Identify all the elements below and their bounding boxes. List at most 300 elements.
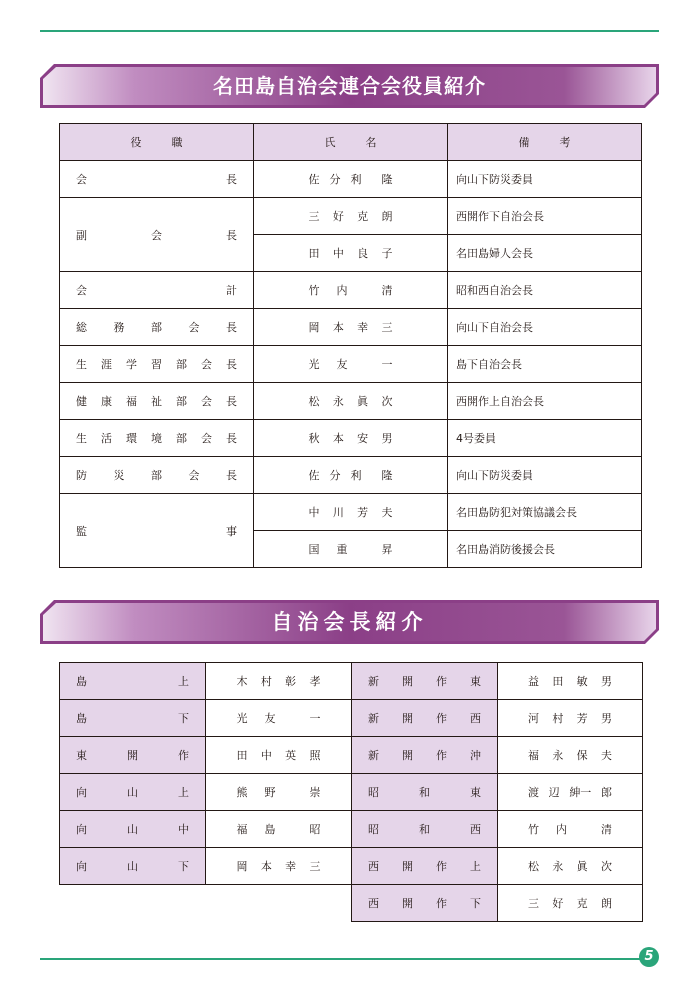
chiefs-banner xyxy=(40,600,659,644)
table-row xyxy=(60,457,642,494)
glyph: 部 xyxy=(176,395,187,408)
chief-name-cell xyxy=(206,811,352,848)
glyph: 眞 xyxy=(576,860,588,873)
glyph: 長 xyxy=(226,432,237,445)
area-cell xyxy=(352,700,498,737)
justified-text xyxy=(368,710,481,726)
glyph: 長 xyxy=(226,228,237,242)
area-cell xyxy=(352,885,498,922)
glyph: 総 xyxy=(76,321,87,334)
glyph: 木 xyxy=(236,675,248,688)
glyph: 福 xyxy=(236,823,248,836)
glyph: 学 xyxy=(126,358,137,371)
glyph: 福 xyxy=(126,395,137,408)
glyph: 友 xyxy=(264,712,276,725)
table-row xyxy=(60,663,643,700)
glyph: 昭 xyxy=(368,823,379,836)
empty-cell xyxy=(60,885,352,922)
name-cell xyxy=(254,235,448,272)
glyph: 眞 xyxy=(357,395,369,408)
glyph: 沖 xyxy=(470,749,481,762)
glyph: 島 xyxy=(76,712,87,725)
table-row xyxy=(60,848,643,885)
area-cell xyxy=(60,774,206,811)
glyph: 開 xyxy=(402,860,413,873)
glyph: 長 xyxy=(226,469,237,482)
justified-text xyxy=(76,747,189,763)
name-text xyxy=(309,430,393,446)
chief-name-cell xyxy=(498,885,643,922)
justified-text xyxy=(76,171,237,187)
area-cell xyxy=(352,848,498,885)
glyph: 監 xyxy=(76,524,87,538)
glyph: 開 xyxy=(402,897,413,910)
name-text xyxy=(309,208,393,224)
chiefs-table xyxy=(59,662,643,922)
justified-text xyxy=(76,227,237,243)
glyph: 環 xyxy=(126,432,137,445)
glyph: 永 xyxy=(552,860,564,873)
name-cell xyxy=(254,161,448,198)
glyph: 夫 xyxy=(600,749,612,762)
glyph: 長 xyxy=(226,395,237,408)
glyph: 長 xyxy=(226,321,237,334)
glyph: 西 xyxy=(470,823,481,836)
glyph: 会 xyxy=(151,228,162,242)
glyph: 安 xyxy=(357,432,369,445)
name-text xyxy=(528,710,612,726)
glyph: 友 xyxy=(336,358,348,371)
glyph: 佐 xyxy=(308,469,320,482)
glyph: 福 xyxy=(528,749,539,762)
glyph: 会 xyxy=(201,395,212,408)
name-text xyxy=(309,356,393,372)
name-cell xyxy=(254,383,448,420)
glyph: 熊 xyxy=(236,786,248,799)
justified-text xyxy=(368,784,481,800)
glyph: 男 xyxy=(381,432,393,445)
glyph: 男 xyxy=(600,675,612,688)
name-text xyxy=(309,282,393,298)
glyph: 下 xyxy=(178,860,189,873)
officers-banner xyxy=(40,64,659,108)
bottom-rule xyxy=(40,958,640,960)
glyph: 克 xyxy=(576,897,588,910)
glyph: 開 xyxy=(402,675,413,688)
glyph: 作 xyxy=(178,749,189,762)
name-cell xyxy=(254,494,448,531)
table-row xyxy=(60,494,642,531)
glyph: 分 xyxy=(329,469,341,482)
justified-text xyxy=(76,710,189,726)
glyph: 隆 xyxy=(381,469,393,482)
header-row xyxy=(60,124,642,161)
glyph: 作 xyxy=(436,749,447,762)
glyph: 岡 xyxy=(236,860,248,873)
justified-text xyxy=(76,393,237,409)
glyph: 部 xyxy=(176,432,187,445)
note-cell: 名田島消防後援会長 xyxy=(448,531,642,568)
name-text xyxy=(237,710,321,726)
area-cell xyxy=(60,663,206,700)
glyph: 幸 xyxy=(357,321,369,334)
glyph: 部 xyxy=(151,321,162,334)
name-text xyxy=(309,171,393,187)
glyph: 英 xyxy=(285,749,297,762)
note-cell: 名田島婦人会長 xyxy=(448,235,642,272)
role-cell xyxy=(60,420,254,457)
glyph: 田 xyxy=(308,247,320,260)
area-cell xyxy=(352,774,498,811)
name-cell xyxy=(254,272,448,309)
justified-text xyxy=(76,319,237,335)
glyph: 涯 xyxy=(101,358,112,371)
chiefs-title: 自治会長紹介 xyxy=(271,609,428,634)
glyph: 佐 xyxy=(308,173,320,186)
glyph: 新 xyxy=(368,749,379,762)
glyph: 竹 xyxy=(528,823,539,836)
glyph: 三 xyxy=(309,860,321,873)
glyph: 村 xyxy=(260,675,272,688)
table-row xyxy=(60,346,642,383)
chief-name-cell xyxy=(498,663,643,700)
glyph: 渡 xyxy=(528,786,539,799)
glyph: 東 xyxy=(470,786,481,799)
glyph: 中 xyxy=(178,823,189,836)
glyph: 本 xyxy=(332,432,344,445)
glyph: 開 xyxy=(402,712,413,725)
table-row xyxy=(60,420,642,457)
table-row xyxy=(60,700,643,737)
glyph: 岡 xyxy=(308,321,320,334)
name-text xyxy=(528,747,612,763)
glyph: 中 xyxy=(260,749,272,762)
glyph: 本 xyxy=(260,860,272,873)
glyph: 長 xyxy=(226,358,237,371)
glyph: 昭 xyxy=(309,823,321,836)
glyph: 副 xyxy=(76,228,87,242)
role-cell xyxy=(60,346,254,383)
area-cell xyxy=(352,811,498,848)
justified-text xyxy=(368,858,481,874)
note-cell: 向山下防災委員 xyxy=(448,161,642,198)
chief-name-cell xyxy=(206,700,352,737)
glyph: 上 xyxy=(470,860,481,873)
officers-title: 名田島自治会連合会役員紹介 xyxy=(213,74,486,98)
glyph: 祉 xyxy=(151,395,162,408)
glyph: 下 xyxy=(470,897,481,910)
glyph: 克 xyxy=(357,210,369,223)
glyph: 好 xyxy=(332,210,344,223)
glyph: 山 xyxy=(127,786,138,799)
justified-text xyxy=(76,282,237,298)
glyph: 習 xyxy=(151,358,162,371)
role-cell xyxy=(60,161,254,198)
name-text xyxy=(309,504,393,520)
column-header: 役職 xyxy=(60,124,254,161)
glyph: 境 xyxy=(151,432,162,445)
glyph: 開 xyxy=(402,749,413,762)
name-text xyxy=(309,467,393,483)
name-text xyxy=(309,541,393,557)
justified-text xyxy=(368,673,481,689)
glyph: 芳 xyxy=(357,506,369,519)
name-text xyxy=(237,673,321,689)
glyph: 向 xyxy=(76,786,87,799)
name-cell xyxy=(254,309,448,346)
glyph: 幸 xyxy=(285,860,297,873)
glyph: 国 xyxy=(308,543,320,556)
glyph: 郎 xyxy=(600,786,612,799)
glyph: 子 xyxy=(381,247,393,260)
name-text xyxy=(528,858,612,874)
area-cell xyxy=(60,700,206,737)
glyph: 三 xyxy=(528,897,539,910)
name-text xyxy=(528,784,612,800)
name-text xyxy=(528,821,612,837)
glyph: 光 xyxy=(236,712,248,725)
glyph: 島 xyxy=(264,823,276,836)
glyph: 向 xyxy=(76,823,87,836)
glyph: 務 xyxy=(113,321,125,334)
chief-name-cell xyxy=(206,737,352,774)
area-cell xyxy=(352,737,498,774)
glyph: 下 xyxy=(178,712,189,725)
area-cell xyxy=(60,811,206,848)
justified-text xyxy=(76,523,237,539)
area-cell xyxy=(60,848,206,885)
glyph: 永 xyxy=(332,395,344,408)
table-row xyxy=(60,774,643,811)
column-header: 氏名 xyxy=(254,124,448,161)
glyph: 三 xyxy=(308,210,320,223)
justified-text xyxy=(368,821,481,837)
glyph: 内 xyxy=(556,823,567,836)
note-cell: 4号委員 xyxy=(448,420,642,457)
glyph: 活 xyxy=(101,432,112,445)
glyph: 部 xyxy=(176,358,187,371)
glyph: 作 xyxy=(436,897,447,910)
note-cell: 島下自治会長 xyxy=(448,346,642,383)
glyph: 中 xyxy=(332,247,344,260)
glyph: 崇 xyxy=(309,786,321,799)
glyph: 防 xyxy=(76,469,87,482)
role-cell xyxy=(60,309,254,346)
chief-name-cell xyxy=(206,774,352,811)
glyph: 西 xyxy=(470,712,481,725)
justified-text xyxy=(76,784,189,800)
glyph: 部 xyxy=(151,469,162,482)
glyph: 東 xyxy=(470,675,481,688)
glyph: 内 xyxy=(336,284,348,297)
table-row xyxy=(60,383,642,420)
glyph: 生 xyxy=(76,432,87,445)
glyph: 会 xyxy=(188,469,200,482)
glyph: 男 xyxy=(600,712,612,725)
glyph: 会 xyxy=(76,284,87,297)
table-row xyxy=(60,198,642,235)
glyph: 作 xyxy=(436,675,447,688)
glyph: 事 xyxy=(226,524,237,538)
note-cell: 名田島防犯対策協議会長 xyxy=(448,494,642,531)
chief-name-cell xyxy=(498,811,643,848)
glyph: 会 xyxy=(188,321,200,334)
name-text xyxy=(237,858,321,874)
glyph: 次 xyxy=(381,395,393,408)
note-cell: 向山下防災委員 xyxy=(448,457,642,494)
glyph: 開 xyxy=(127,749,138,762)
justified-text xyxy=(368,895,481,911)
note-cell: 向山下自治会長 xyxy=(448,309,642,346)
glyph: 重 xyxy=(336,543,348,556)
glyph: 利 xyxy=(350,173,362,186)
chief-name-cell xyxy=(498,848,643,885)
glyph: 好 xyxy=(552,897,564,910)
table-row xyxy=(60,811,643,848)
glyph: 秋 xyxy=(308,432,320,445)
justified-text xyxy=(76,430,237,446)
glyph: 和 xyxy=(419,823,430,836)
glyph: 和 xyxy=(419,786,430,799)
glyph: 村 xyxy=(552,712,564,725)
name-cell xyxy=(254,420,448,457)
justified-text xyxy=(76,356,237,372)
glyph: 照 xyxy=(309,749,321,762)
glyph: 松 xyxy=(528,860,539,873)
glyph: 一 xyxy=(309,712,321,725)
page-number: 5 xyxy=(639,947,659,967)
glyph: 次 xyxy=(600,860,612,873)
glyph: 上 xyxy=(178,675,189,688)
glyph: 光 xyxy=(308,358,320,371)
glyph: 清 xyxy=(381,284,393,297)
glyph: 辺 xyxy=(548,786,560,799)
justified-text xyxy=(76,821,189,837)
table-row xyxy=(60,885,643,922)
table-row xyxy=(60,161,642,198)
glyph: 会 xyxy=(76,173,87,186)
glyph: 生 xyxy=(76,358,87,371)
glyph: 上 xyxy=(178,786,189,799)
name-cell xyxy=(254,198,448,235)
glyph: 山 xyxy=(127,860,138,873)
glyph: 中 xyxy=(308,506,320,519)
chief-name-cell xyxy=(206,663,352,700)
chief-name-cell xyxy=(498,774,643,811)
role-cell xyxy=(60,383,254,420)
glyph: 隆 xyxy=(381,173,393,186)
glyph: 新 xyxy=(368,712,379,725)
glyph: 朗 xyxy=(381,210,393,223)
name-text xyxy=(237,784,321,800)
glyph: 野 xyxy=(264,786,276,799)
glyph: 保 xyxy=(576,749,588,762)
glyph: 一 xyxy=(381,358,393,371)
glyph: 良 xyxy=(357,247,369,260)
glyph: 田 xyxy=(236,749,248,762)
glyph: 芳 xyxy=(576,712,588,725)
glyph: 三 xyxy=(381,321,393,334)
glyph: 夫 xyxy=(381,506,393,519)
role-cell xyxy=(60,494,254,568)
glyph: 益 xyxy=(528,675,539,688)
glyph: 朗 xyxy=(600,897,612,910)
glyph: 清 xyxy=(601,823,612,836)
name-text xyxy=(309,319,393,335)
glyph: 敏 xyxy=(576,675,588,688)
glyph: 昇 xyxy=(381,543,393,556)
area-cell xyxy=(352,663,498,700)
glyph: 東 xyxy=(76,749,87,762)
role-cell xyxy=(60,198,254,272)
glyph: 会 xyxy=(201,432,212,445)
role-cell xyxy=(60,457,254,494)
glyph: 彰 xyxy=(285,675,297,688)
glyph: 作 xyxy=(436,712,447,725)
chief-name-cell xyxy=(206,848,352,885)
glyph: 本 xyxy=(332,321,344,334)
glyph: 利 xyxy=(350,469,362,482)
note-cell: 昭和西自治会長 xyxy=(448,272,642,309)
glyph: 川 xyxy=(332,506,344,519)
glyph: 計 xyxy=(226,284,237,297)
glyph: 紳一 xyxy=(569,786,592,799)
name-cell xyxy=(254,531,448,568)
table-row xyxy=(60,737,643,774)
glyph: 長 xyxy=(226,173,237,186)
name-text xyxy=(309,393,393,409)
glyph: 康 xyxy=(101,395,112,408)
table-row xyxy=(60,272,642,309)
column-header: 備考 xyxy=(448,124,642,161)
glyph: 松 xyxy=(308,395,320,408)
top-rule xyxy=(40,30,659,32)
glyph: 山 xyxy=(127,823,138,836)
justified-text xyxy=(76,467,237,483)
glyph: 西 xyxy=(368,897,379,910)
name-text xyxy=(528,895,612,911)
name-text xyxy=(237,747,321,763)
glyph: 作 xyxy=(436,860,447,873)
note-cell: 西開作下自治会長 xyxy=(448,198,642,235)
justified-text xyxy=(76,858,189,874)
area-cell xyxy=(60,737,206,774)
name-text xyxy=(309,245,393,261)
glyph: 昭 xyxy=(368,786,379,799)
name-cell xyxy=(254,457,448,494)
name-text xyxy=(528,673,612,689)
glyph: 健 xyxy=(76,395,87,408)
glyph: 分 xyxy=(329,173,341,186)
role-cell xyxy=(60,272,254,309)
glyph: 新 xyxy=(368,675,379,688)
glyph: 災 xyxy=(113,469,125,482)
officers-table xyxy=(59,123,642,568)
justified-text xyxy=(76,673,189,689)
chief-name-cell xyxy=(498,700,643,737)
chief-name-cell xyxy=(498,737,643,774)
glyph: 会 xyxy=(201,358,212,371)
name-cell xyxy=(254,346,448,383)
glyph: 竹 xyxy=(308,284,320,297)
glyph: 河 xyxy=(528,712,539,725)
table-row xyxy=(60,309,642,346)
justified-text xyxy=(368,747,481,763)
glyph: 孝 xyxy=(309,675,321,688)
glyph: 島 xyxy=(76,675,87,688)
note-cell: 西開作上自治会長 xyxy=(448,383,642,420)
glyph: 西 xyxy=(368,860,379,873)
